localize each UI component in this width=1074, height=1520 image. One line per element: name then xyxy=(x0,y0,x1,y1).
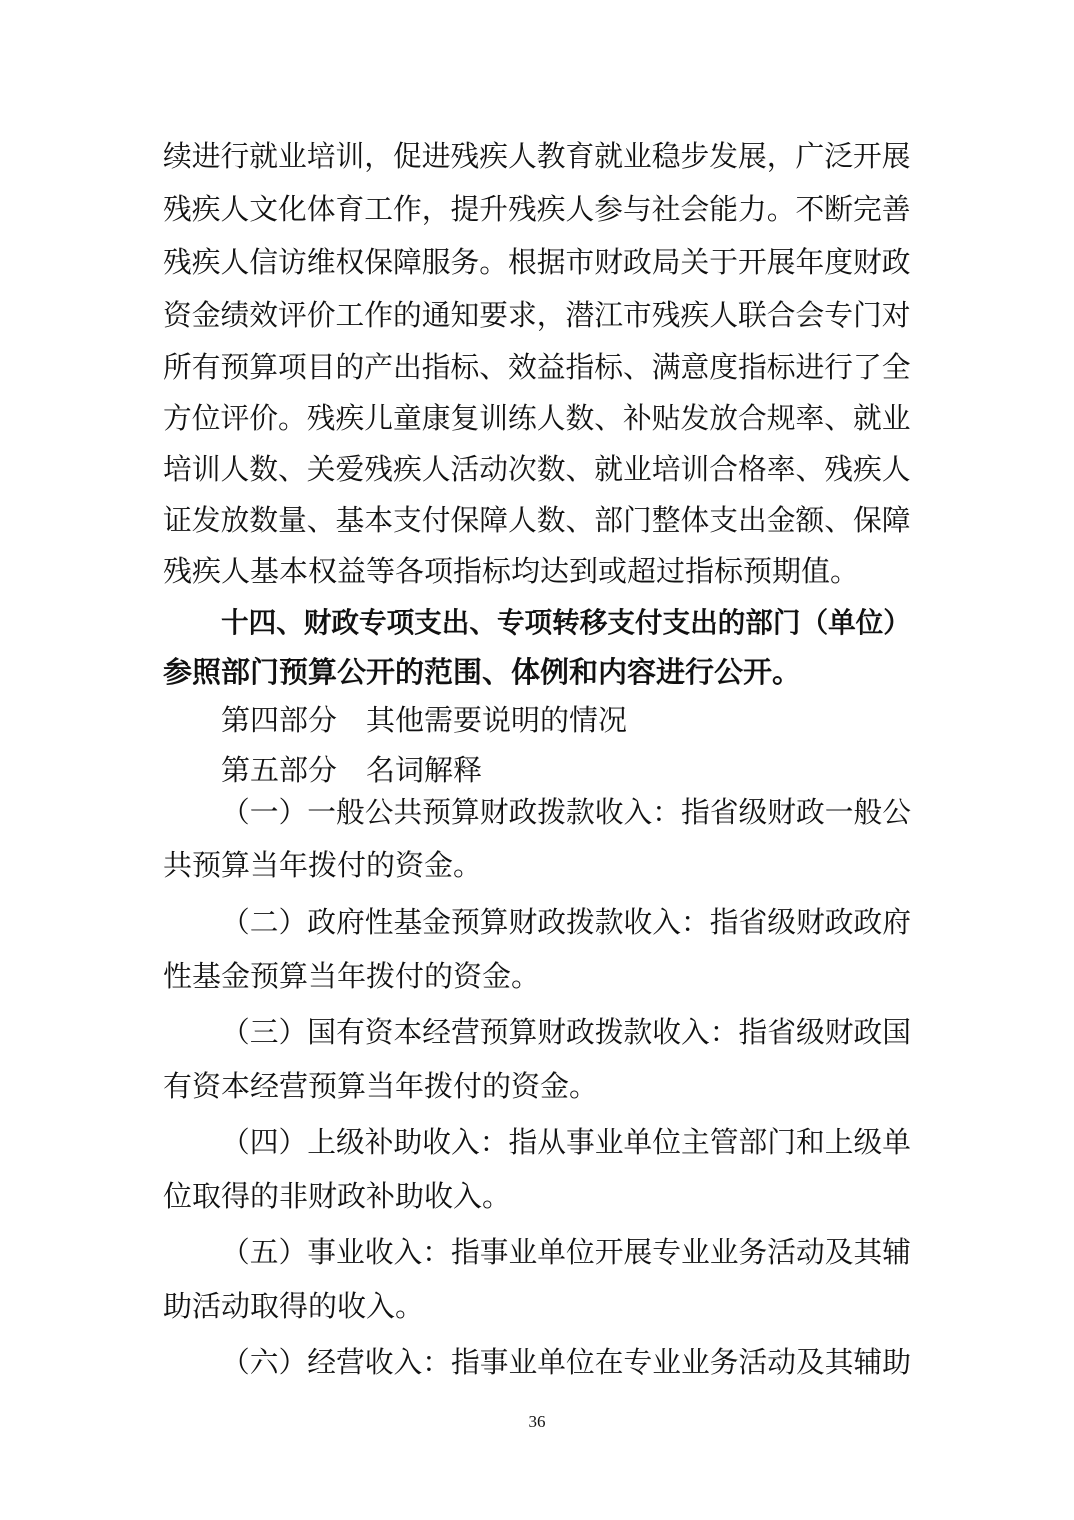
definition-item: （五）事业收入：指事业单位开展专业业务活动及其辅 xyxy=(221,1235,911,1269)
definition-item: （二）政府性基金预算财政拨款收入：指省级财政政府 xyxy=(221,905,911,939)
text-line: 方位评价。残疾儿童康复训练人数、补贴发放合规率、就业 xyxy=(163,401,911,435)
definition-item-continued: 助活动取得的收入。 xyxy=(163,1289,425,1323)
part-5-heading: 第五部分 名词解释 xyxy=(221,753,483,787)
definition-item-continued: 位取得的非财政补助收入。 xyxy=(163,1179,512,1213)
text-line: 残疾人信访维权保障服务。根据市财政局关于开展年度财政 xyxy=(163,245,911,279)
definition-item-continued: 性基金预算当年拨付的资金。 xyxy=(163,959,541,993)
definition-item: （三）国有资本经营预算财政拨款收入：指省级财政国 xyxy=(221,1015,911,1049)
definition-item: （六）经营收入：指事业单位在专业业务活动及其辅助 xyxy=(221,1345,911,1379)
text-line: 残疾人基本权益等各项指标均达到或超过指标预期值。 xyxy=(163,554,860,588)
definition-item-continued: 有资本经营预算当年拨付的资金。 xyxy=(163,1069,599,1103)
part-4-heading: 第四部分 其他需要说明的情况 xyxy=(221,703,628,737)
text-line: 所有预算项目的产出指标、效益指标、满意度指标进行了全 xyxy=(163,350,911,384)
definition-item: （一）一般公共预算财政拨款收入：指省级财政一般公 xyxy=(221,795,911,829)
definition-item-continued: 共预算当年拨付的资金。 xyxy=(163,848,483,882)
definition-item: （四）上级补助收入：指从事业单位主管部门和上级单 xyxy=(221,1125,911,1159)
section-14-line: 十四、财政专项支出、专项转移支付支出的部门（单位） xyxy=(221,606,911,639)
page-number: 36 xyxy=(528,1412,546,1431)
text-line: 培训人数、关爱残疾人活动次数、就业培训合格率、残疾人 xyxy=(163,452,911,486)
text-line: 资金绩效评价工作的通知要求，潜江市残疾人联合会专门对 xyxy=(163,298,911,332)
text-line: 续进行就业培训，促进残疾人教育就业稳步发展，广泛开展 xyxy=(163,139,911,173)
text-line: 残疾人文化体育工作，提升残疾人参与社会能力。不断完善 xyxy=(163,192,911,226)
text-line: 证发放数量、基本支付保障人数、部门整体支出金额、保障 xyxy=(163,503,911,537)
section-14-line: 参照部门预算公开的范围、体例和内容进行公开。 xyxy=(163,655,802,689)
